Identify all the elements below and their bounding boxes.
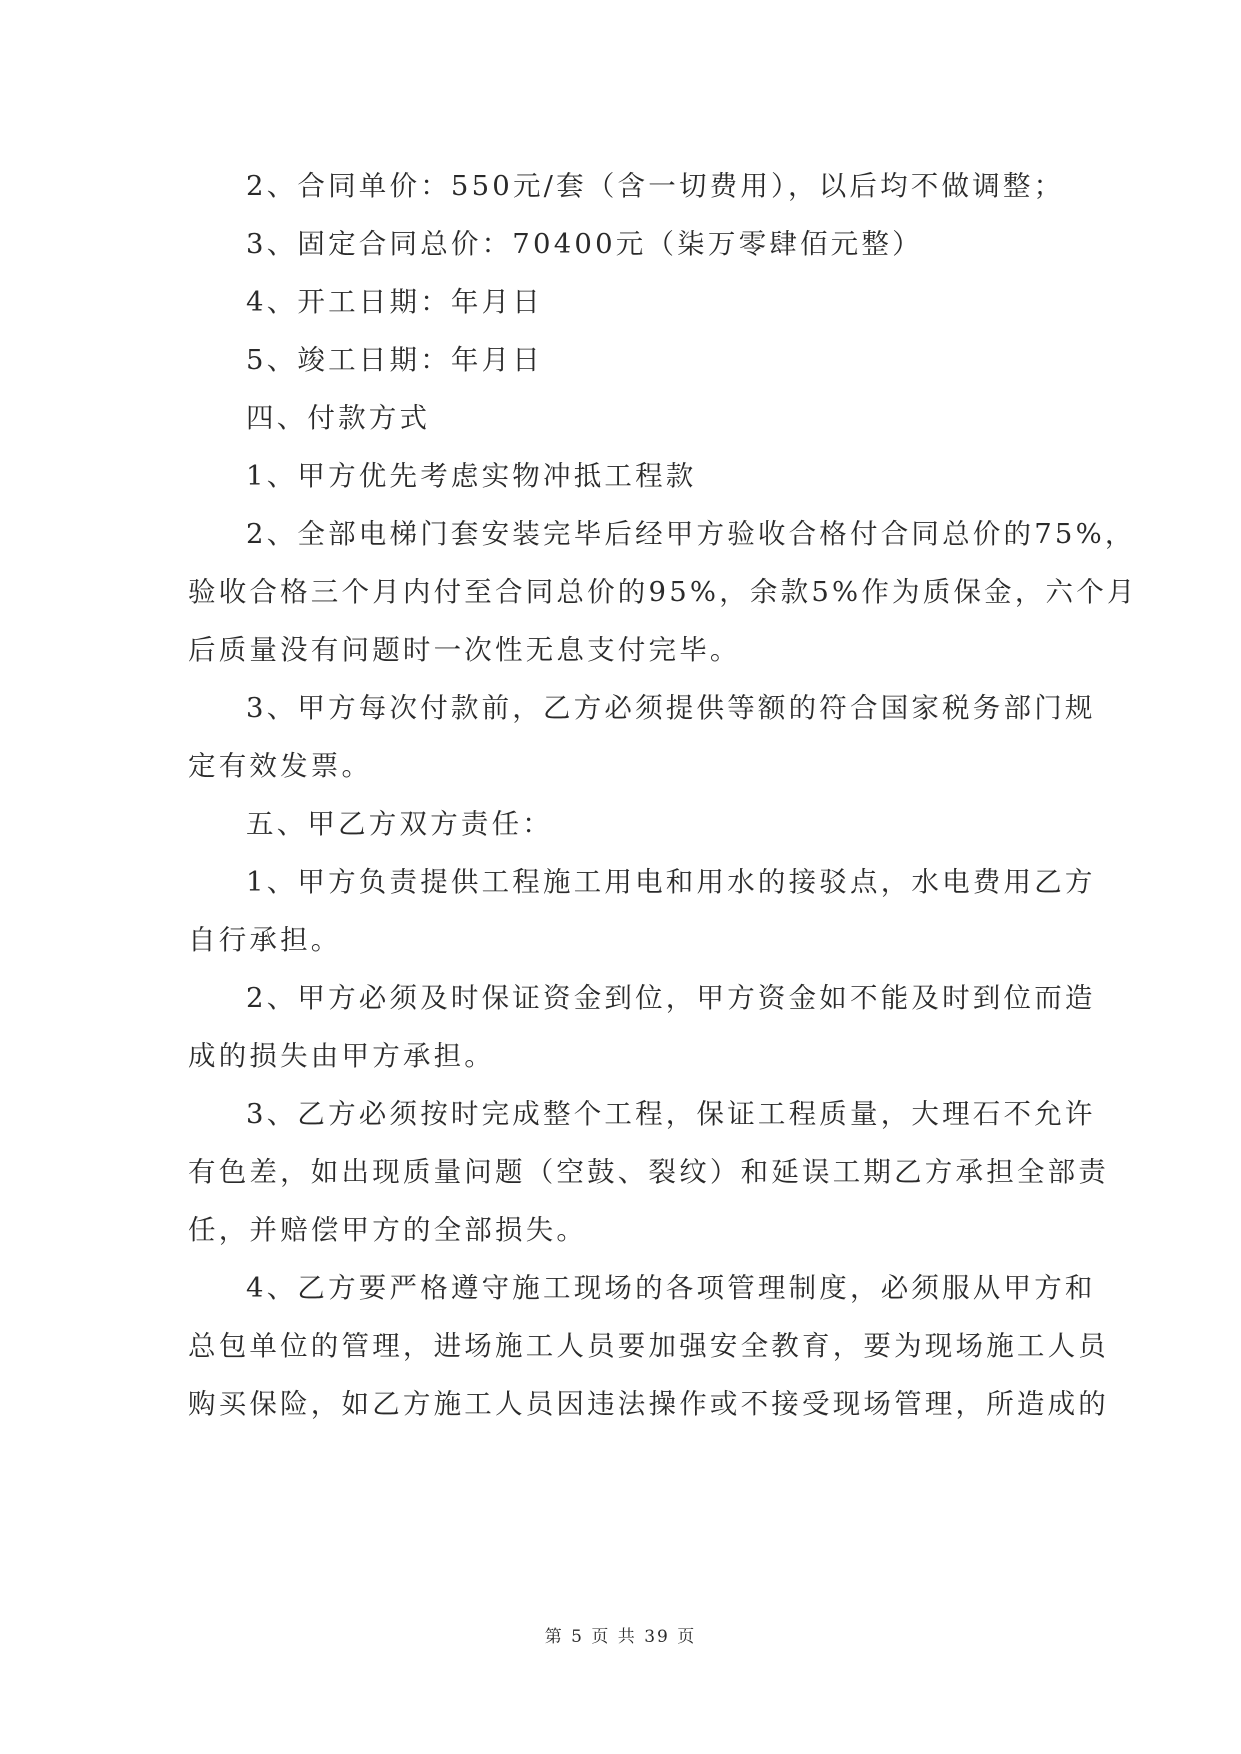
paragraph-line: 2、甲方必须及时保证资金到位，甲方资金如不能及时到位而造 [246, 982, 1096, 1014]
paragraph-line: 3、乙方必须按时完成整个工程，保证工程质量，大理石不允许 [246, 1098, 1096, 1130]
paragraph-line: 成的损失由甲方承担。 [188, 1040, 495, 1072]
paragraph-line: 2、全部电梯门套安装完毕后经甲方验收合格付合同总价的75%， [246, 518, 1136, 550]
paragraph-line: 总包单位的管理，进场施工人员要加强安全教育，要为现场施工人员 [188, 1330, 1109, 1362]
paragraph-line: 4、乙方要严格遵守施工现场的各项管理制度，必须服从甲方和 [246, 1272, 1096, 1304]
paragraph-line: 自行承担。 [188, 924, 342, 956]
paragraph-line: 5、竣工日期：年月日 [246, 344, 543, 376]
paragraph-line: 2、合同单价：550元/套（含一切费用），以后均不做调整； [246, 170, 1065, 202]
paragraph-line: 后质量没有问题时一次性无息支付完毕。 [188, 634, 741, 666]
paragraph-line: 1、甲方优先考虑实物冲抵工程款 [246, 460, 697, 492]
paragraph-line: 任，并赔偿甲方的全部损失。 [188, 1214, 588, 1246]
paragraph-line: 4、开工日期：年月日 [246, 286, 543, 318]
paragraph-line: 定有效发票。 [188, 750, 373, 782]
paragraph-line: 3、甲方每次付款前，乙方必须提供等额的符合国家税务部门规 [246, 692, 1096, 724]
page-number-footer: 第 5 页 共 39 页 [544, 1627, 697, 1647]
section-heading: 四、付款方式 [246, 402, 431, 434]
paragraph-line: 1、甲方负责提供工程施工用电和用水的接驳点，水电费用乙方 [246, 866, 1096, 898]
paragraph-line: 3、固定合同总价：70400元（柒万零肆佰元整） [246, 228, 923, 260]
section-heading: 五、甲乙方双方责任： [246, 808, 553, 840]
paragraph-line: 验收合格三个月内付至合同总价的95%，余款5%作为质保金，六个月 [188, 576, 1138, 608]
paragraph-line: 购买保险，如乙方施工人员因违法操作或不接受现场管理，所造成的 [188, 1388, 1109, 1420]
paragraph-line: 有色差，如出现质量问题（空鼓、裂纹）和延误工期乙方承担全部责 [188, 1156, 1109, 1188]
